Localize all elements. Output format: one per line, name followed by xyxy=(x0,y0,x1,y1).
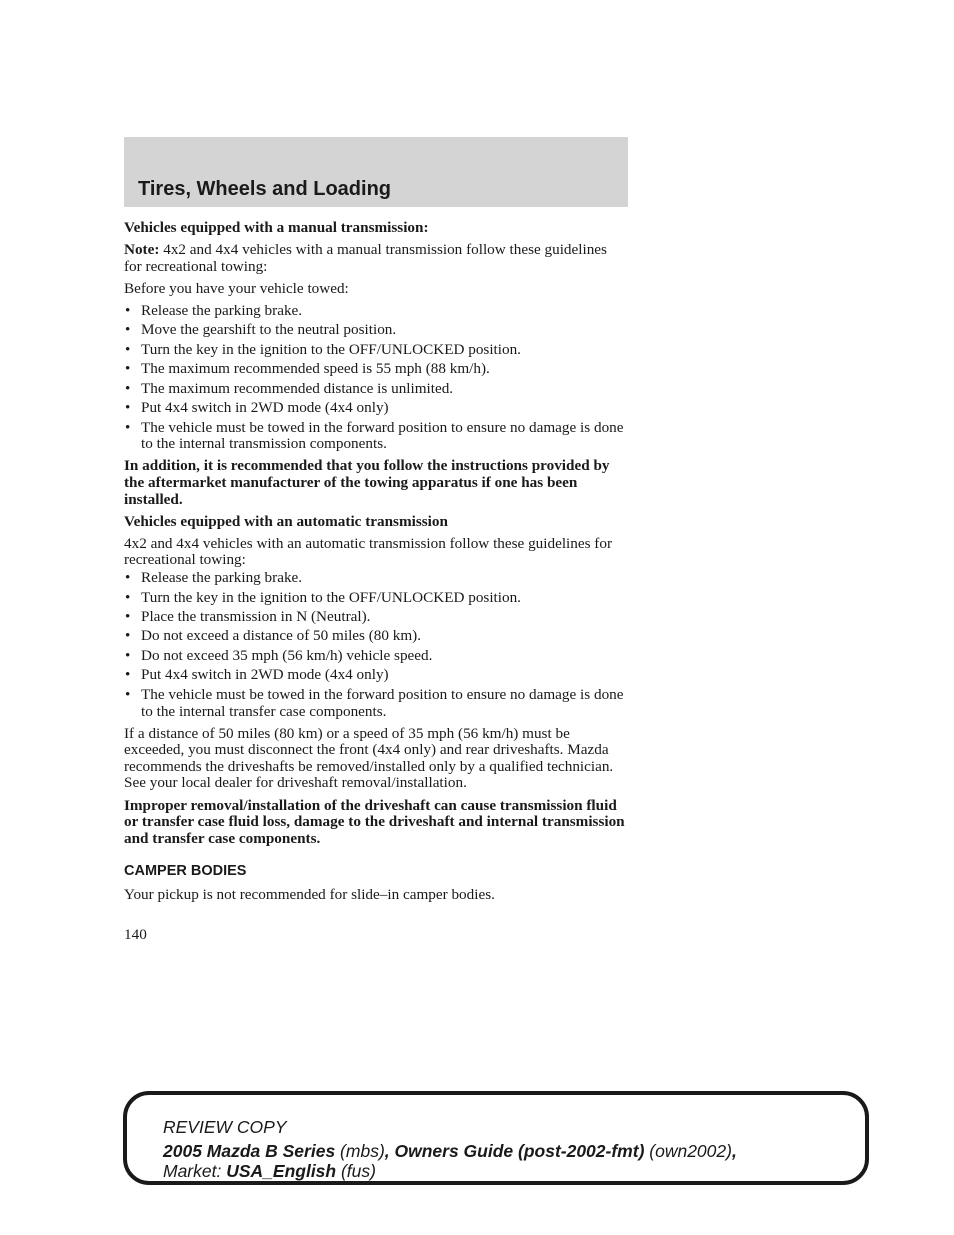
automatic-transmission-heading: Vehicles equipped with an automatic transmission xyxy=(124,512,448,530)
manual-warning: In addition, it is recommended that you follow the instructions provided by the aftermarket manufacturer of the towing apparatus if one has been installed. xyxy=(124,457,610,508)
section-title: Tires, Wheels and Loading xyxy=(138,178,392,200)
bullet-icon: • xyxy=(125,608,131,625)
bullet-icon: • xyxy=(125,360,131,378)
list-item: • Release the parking brake. xyxy=(125,569,303,587)
list-item: • Do not exceed a distance of 50 miles (80 km). xyxy=(125,627,422,645)
bullet-icon: • xyxy=(125,666,131,684)
automatic-steps-list xyxy=(124,570,628,720)
list-item: • The vehicle must be towed in the forward position to ensure no damage is done to the internal transmission components. xyxy=(125,418,624,453)
driveshaft-warning: Improper removal/installation of the driveshaft can cause transmission fluid or transfer case fluid loss, damage to the driveshaft and internal transmission and transfer case components. xyxy=(124,796,625,847)
bullet-icon: • xyxy=(125,588,131,606)
list-item: • Turn the key in the ignition to the OFF/UNLOCKED position. xyxy=(125,340,521,358)
manual-note xyxy=(124,242,628,275)
bullet-icon: • xyxy=(125,301,131,319)
page-content xyxy=(124,220,628,909)
camper-bodies-text: Your pickup is not recommended for slide–in camper bodies. xyxy=(124,885,495,903)
manual-steps-list xyxy=(124,303,628,453)
driveshaft-paragraph: If a distance of 50 miles (80 km) or a speed of 35 mph (56 km/h) must be exceeded, you must disconnect the front (4x4 only) and rear driveshafts. Mazda recommends the driveshafts be removed/installed only by a qualified technician. See your local dealer for driveshaft removal/installation. xyxy=(124,724,614,792)
bullet-icon: • xyxy=(125,418,131,436)
list-item: • Turn the key in the ignition to the OFF/UNLOCKED position. xyxy=(125,588,521,606)
manual-transmission-heading: Vehicles equipped with a manual transmission: xyxy=(124,219,429,236)
review-copy-label: REVIEW COPY xyxy=(163,1117,287,1137)
review-market-line: Market: USA_English (fus) xyxy=(163,1161,376,1181)
section-header-band xyxy=(124,137,628,207)
note-text: 4x2 and 4x4 vehicles with a manual transmission follow these guidelines for recreational towing: xyxy=(124,241,607,275)
bullet-icon: • xyxy=(125,379,131,397)
review-copy-box xyxy=(123,1091,869,1185)
note-label: Note: xyxy=(124,241,160,259)
bullet-icon: • xyxy=(125,627,131,645)
bullet-icon: • xyxy=(125,685,131,703)
review-model-line: 2005 Mazda B Series (mbs), Owners Guide (post-2002-fmt) (own2002), xyxy=(163,1141,737,1161)
bullet-icon: • xyxy=(125,321,131,339)
list-item: • Release the parking brake. xyxy=(125,301,303,319)
bullet-icon: • xyxy=(125,569,131,587)
list-item: • Do not exceed 35 mph (56 km/h) vehicle speed. xyxy=(125,646,433,664)
list-item: • The maximum recommended distance is unlimited. xyxy=(125,379,454,397)
camper-bodies-heading: CAMPER BODIES xyxy=(124,863,247,880)
manual-intro: Before you have your vehicle towed: xyxy=(124,279,349,297)
bullet-icon: • xyxy=(125,340,131,358)
list-item: • The maximum recommended speed is 55 mph (88 km/h). xyxy=(125,360,490,378)
automatic-intro: 4x2 and 4x4 vehicles with an automatic transmission follow these guidelines for recreational towing: xyxy=(124,534,613,569)
page-number: 140 xyxy=(124,926,147,943)
list-item: • The vehicle must be towed in the forward position to ensure no damage is done to the internal transfer case components. xyxy=(125,685,624,720)
bullet-icon: • xyxy=(125,646,131,664)
list-item: • Place the transmission in N (Neutral). xyxy=(125,608,371,625)
list-item: • Move the gearshift to the neutral position. xyxy=(125,321,397,339)
bullet-icon: • xyxy=(125,399,131,417)
list-item: • Put 4x4 switch in 2WD mode (4x4 only) xyxy=(125,666,389,684)
list-item: • Put 4x4 switch in 2WD mode (4x4 only) xyxy=(125,399,389,417)
